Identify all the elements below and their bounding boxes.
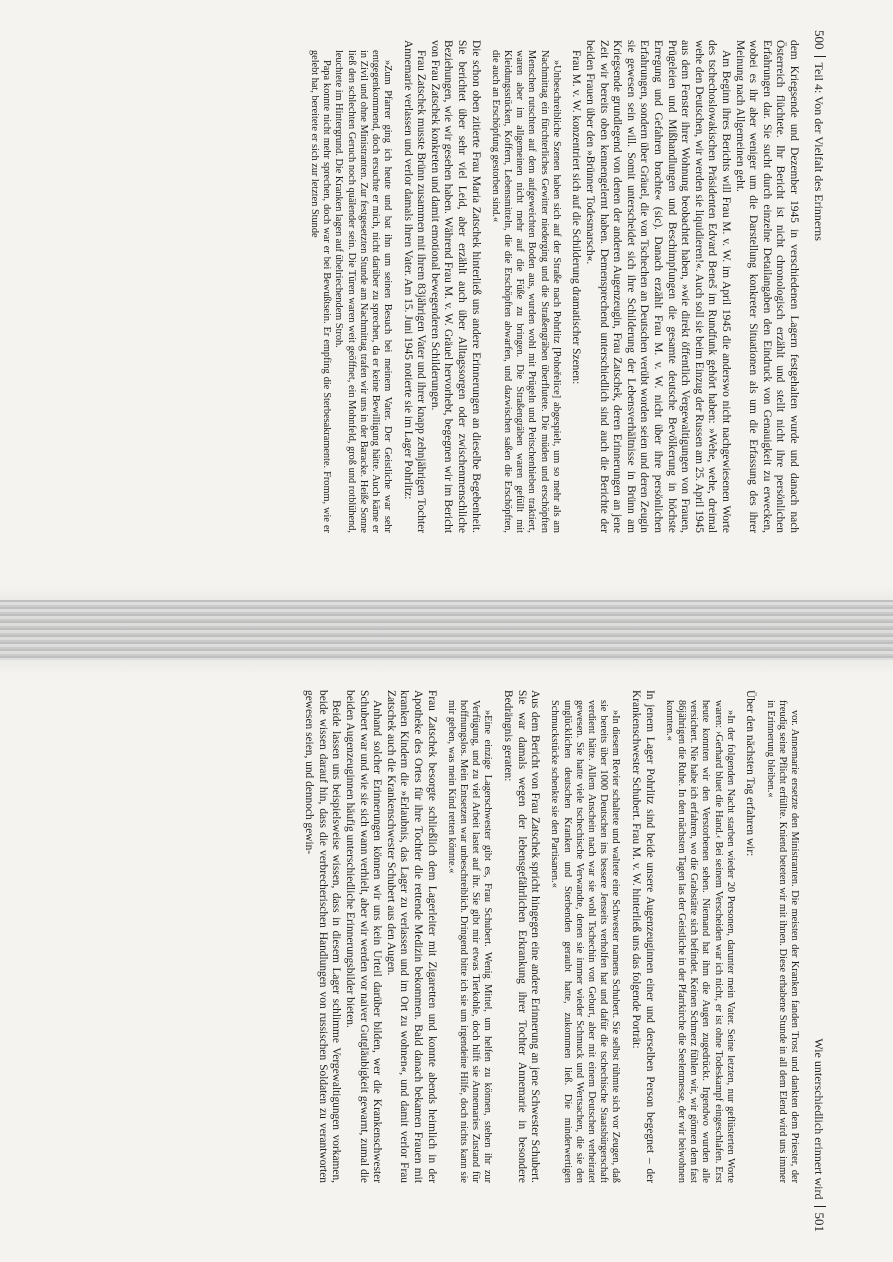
- paragraph: Am Beginn ihres Berichts will Frau M. v. W. im April 1945 die anderswo nicht nachgewiesenen Worte des tschechoslowakischen Präsidenten Edvard Beneš im Rundfunk gehört haben: »Wehe, wehe, dreimal wehe den Deutschen, wir werden sie liquidieren!«. Auch soll sie beim Einzug der Russen am 25. April 1945 aus dem Fenster ihrer Wohnung beobachtet haben, »wie direkt öffentlich Vergewaltigungen von Frauen, Prügeleien und Mißhandlungen und Beschimpfungen die gesamte deutsche Bevölkerung in höchste Erregung und Gefahren brachte« (sic). Danach erzählt Frau M. v. W. nicht über ihre persönlichen Erfahrungen, sondern über Gräuel, die von Tschechen an Deutschen verübt worden seien und deren Zeugin sie gewesen sein will. Somit unterscheidet sich ihre Schilderung der Lebensverhältnisse in Brünn am Kriegsende grundlegend von denen der anderen Augenzeugin, Frau Zatschek, deren Erinnerungen an jene Zeit wir bereits oben kennengelernt haben. Demensprechend unterschiedlich sind auch die Berichte der beiden Frauen über den »Brünner Todesmarsch«.: [584, 40, 733, 533]
- paragraph: Frau Zatschek musste Brünn zusammen mit ihrem 83jährigen Vater und ihrer knapp zehnjährigen Tochter Annemarie verlassen und verlor damals ihren Vater. Am 15. Juni 1945 notierte sie im Lager Pohrlitz:: [401, 40, 428, 533]
- left-page: [0, 0, 893, 600]
- block-quote: »In der folgenden Nacht starben wieder 20 Personen, darunter mein Vater. Seine letzten, nur geflüsterten Worte waren: ›Gerhard bluet die Hand.‹ Bei seinem Verscheiden war ich nicht, er ist ohne Todeskampf eingeschlafen. Erst heute konnten wir den Verstorbenen sehen. Niemand hat ihm die Augen zugedrückt. Irgendwo wurden alle versichert. Nie habe ich erfahren, wo die Grabstätte sich befindet. Keinen Schmerz fühlen wir, wir gönnen dem fast 86jährigen die Ruhe. In den nächsten Tagen las der Geistliche in der Pfarrkirche die Seelenmesse, der wir beiwohnen konnten.«: [663, 700, 736, 1183]
- right-page-text: [302, 690, 800, 1183]
- book-gutter: [0, 600, 893, 660]
- paragraph: Die schon oben zitierte Frau Maria Zatschek hinterließ uns andere Erinnerungen an dieselbe Begebenheit. Sie berichtet über sehr viel Leid, aber erzählt auch über Alltagssorgen oder zwischenmenschliche Beziehungen, wie wir gesehen haben. Während Frau M. v. W. Gräuel hervorhebt, begegnen wir im Bericht von Frau Zatschek konkreten und damit emotional bewegenderen Schilderungen.: [428, 40, 482, 533]
- block-quote: »Unbeschreibliche Szenen haben sich auf der Straße nach Pohrlitz [Pohořelice] abgespielt, um so mehr als am Nachmittag ein fürchterliches Gewitter niederging und die Straßengräben überflutete. Die müden und erschöpften Menschen rutschten auf dem aufgeweichten Boden aus, wurden wohl mit Prügeln und Peitschenhieben traktiert, waren aber im allgemeinen nicht mehr auf die Füße zu bringen. Die Straßengräben waren gefüllt mit Kleidungsstücken, Koffern, Lebensmitteln, die die Erschöpften abwarfen, und dazwischen saßen die Erschöpften, die auch an Erschöpfung gestorben sind.«: [489, 50, 562, 533]
- left-running-head: Teil 4: Von der Vielfalt des Erinnerns: [812, 62, 826, 241]
- paragraph: Frau Zatschek besorgte schließlich dem Lagerleiter mit Zigaretten und konnte abends heimlich in der Apotheke des Ortes für ihre Tochter die rettende Medizin bekommen. Bald danach bekamen Frauen mit kranken Kindern die »Erlaubnis, das Lager zu verlassen und im Ort zu wohnen«, und damit verlor Frau Zatschek auch die Krankenschwester Schubert aus den Augen.: [384, 690, 438, 1183]
- block-quote: »In diesem Revier schaltete und waltete eine Schwester namens Schubert. Sie selbst rühmte sich vor Zeugen, daß sie bereits über 1000 Deutschen ins bessere Jenseits verholfen hat und dafür die tschechische Staatsbürgerschaft verdient hätte. Allem Anschein nach war sie wohl Tschechin von Geburt, aber mit einem Deutschen verheiratet gewesen. Sie hatte viele tschechische Verwandte, denen sie immer wieder Schmuck und Wertsachen, die sie den unglücklichen deutschen Kranken und Sterbenden geraubt hatte, zukommen ließ. Die minderwertigen Schmuckstücke schenkte sie den Partisanen.«: [549, 700, 622, 1183]
- right-page: [0, 660, 893, 1262]
- left-page-number: 500: [812, 30, 827, 50]
- paragraph: Frau M. v. W. konzentriert sich auf die Schilderung dramatischer Szenen:: [570, 50, 583, 385]
- right-page-number: 501: [812, 1212, 827, 1232]
- right-page-header: [811, 1038, 827, 1232]
- paragraph: dem Kriegsende und Dezember 1945 in verschiedenen Lagern festgehalten wurde und danach nach Österreich flüchtete. Ihr Bericht ist nicht chronologisch erzählt und stellt nicht ihre persönlichen Erfahrungen dar. Sie sucht durch einzelne Detailangaben den Eindruck von Genauigkeit zu erwecken, wobei es ihr aber weniger um die Darstellung konkreter Situationen als um die Erfassung des ihrer Meinung nach Allgemeinen geht.: [733, 40, 800, 533]
- block-quote: »Eine einzige Lagerschwester gibt es, Frau Schubert. Wenig Mittel, um helfen zu können, stehen ihr zur Verfügung, und zu viel Arbeit lastet auf ihr. Sie gibt mir etwas Tierkohle, doch hilft sie Annemaries Zustand für hoffnungslos. Mein Entsetzen war unbeschreiblich. Dringend bitte ich sie um irgendeine Hilfe, doch nichts kann sie mir geben, was mein Kind retten könnte.«: [445, 700, 494, 1183]
- paragraph: Anhand solcher Erinnerungen können wir uns kein Urteil darüber bilden, wer die Krankenschwester Schubert war und wie sie sich wann verhielt, aber wir werden vor naiver Gutgläubigkeit gewarnt, zumal die beiden Augenzeuginnen häufig unterschiedliche Erinnerungsbilder bieten.: [344, 690, 384, 1183]
- left-page-header: [811, 30, 827, 241]
- paragraph: Über den nächsten Tag erfahren wir:: [744, 690, 757, 857]
- block-quote: Papa konnte nicht mehr sprechen, doch war er bei Bewußtsein. Er empfing die Sterbesakramente. Fromm, wie er gelebt hat, bereitete er sich zur letzten Stunde: [308, 50, 333, 533]
- block-quote: »Zum Pfarrer ging ich heute und bat ihn um seinen Besuch bei meinem Vater. Der Geistliche war sehr entgegenkommend, doch ersuchte er mich, nicht darüber zu sprechen, da er keine Bewilligung hätte. Auch käme er in Zivil und ohne Ministranten. Zur festgesetzten Stunde am Nachmittag trafen wir uns in der Baracke. Heiße Sonne ließ den schlechten Geruch noch quälender sein. Die Türen waren weit geöffnet, ein Mohnfeld, groß und rotblühend, leuchtete im Hintergrund. Die Kranken lagen auf übelriechendem Stroh.: [333, 50, 394, 533]
- header-rule: [814, 56, 826, 57]
- header-rule: [814, 1206, 826, 1207]
- right-running-head: Wie unterschiedlich erinnert wird: [812, 1038, 826, 1200]
- left-page-text: [308, 40, 800, 533]
- paragraph: Beide lassen uns beispielsweise wissen, dass in diesem Lager schlimme Vergewaltigungen vorkamen, beide wissen darauf hin, dass die verbrecherischen Handlungen von russischen Soldaten zu verantworten gewesen seien, und dennoch gewin-: [303, 690, 343, 1183]
- paragraph: Aus dem Bericht von Frau Zatschek spricht hingegen eine andere Erinnerung an jene Schwester Schubert. Sie war damals wegen der lebensgefährlichen Erkrankung ihrer Tochter Annemarie in besondere Bedrängnis geraten:: [501, 690, 542, 1183]
- paragraph: In jenem Lager Pohrlitz sind beide unsere Augenzeuginnen einer und derselben Person begegnet – der Krankenschwester Schubert. Frau M. v. W. hinterließ uns das folgende Porträt:: [629, 690, 656, 1183]
- block-quote: vor. Annemarie ersetzte den Ministranten. Die meisten der Kranken fanden Trost und dankten dem Priester, der freudig seine Pflicht erfüllte. Kniend beteten wir mit ihnen. Diese erhabene Stunde in all dem Elend wird uns immer in Erinnerung bleiben.«: [764, 700, 800, 1183]
